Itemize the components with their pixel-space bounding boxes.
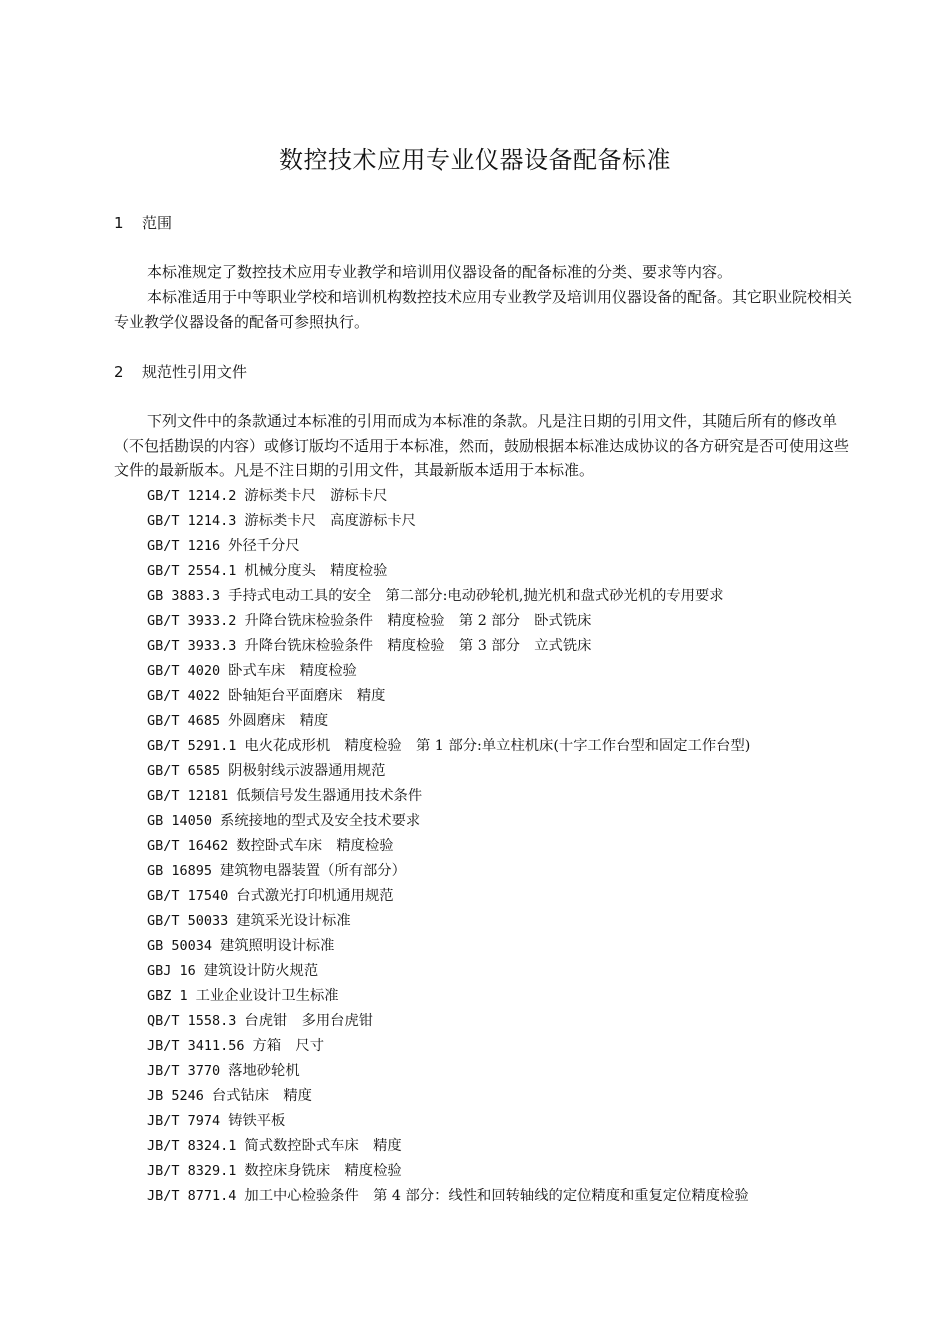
reference-item — [147, 859, 867, 884]
reference-code: GB/T 16462 — [147, 838, 229, 854]
reference-code: QB/T 1558.3 — [147, 1013, 237, 1029]
reference-title: 方箱 尺寸 — [252, 1038, 325, 1054]
reference-title: 阴极射线示波器通用规范 — [228, 763, 386, 779]
reference-item — [147, 884, 867, 909]
reference-item — [147, 1184, 867, 1209]
reference-item — [147, 1059, 867, 1084]
reference-code: GB/T 1214.2 — [147, 488, 237, 504]
reference-title: 游标类卡尺 游标卡尺 — [244, 488, 388, 504]
reference-title: 加工中心检验条件 第 4 部分：线性和回转轴线的定位精度和重复定位精度检验 — [244, 1188, 749, 1204]
reference-code: GB/T 6585 — [147, 763, 221, 779]
reference-title: 台虎钳 多用台虎钳 — [244, 1013, 374, 1029]
reference-item — [147, 634, 867, 659]
reference-title: 外径千分尺 — [228, 538, 300, 554]
reference-item — [147, 509, 867, 534]
reference-code: GB/T 4685 — [147, 713, 221, 729]
references-intro-paragraph: 下列文件中的条款通过本标准的引用而成为本标准的条款。凡是注日期的引用文件，其随后所有的修改单（不包括勘误的内容）或修订版均不适用于本标准，然而，鼓励根据本标准达成协议的各方研究是否可使用这些文件的最新版本。凡是不注日期的引用文件，其最新版本适用于本标准。 — [114, 412, 850, 479]
reference-item — [147, 909, 867, 934]
reference-item — [147, 984, 867, 1009]
reference-code: JB/T 7974 — [147, 1113, 221, 1129]
reference-list — [147, 484, 867, 1209]
reference-title: 升降台铣床检验条件 精度检验 第 3 部分 立式铣床 — [244, 638, 592, 654]
reference-code: JB/T 8329.1 — [147, 1163, 237, 1179]
reference-title: 简式数控卧式车床 精度 — [244, 1138, 402, 1154]
section-number: 1 — [114, 214, 124, 232]
reference-item — [147, 559, 867, 584]
reference-title: 数控卧式车床 精度检验 — [236, 838, 394, 854]
reference-code: GBJ 16 — [147, 963, 196, 979]
reference-code: GB/T 17540 — [147, 888, 229, 904]
reference-code: GB/T 4020 — [147, 663, 221, 679]
reference-item — [147, 584, 867, 609]
reference-title: 机械分度头 精度检验 — [244, 563, 388, 579]
reference-item — [147, 609, 867, 634]
reference-item — [147, 709, 867, 734]
reference-title: 升降台铣床检验条件 精度检验 第 2 部分 卧式铣床 — [244, 613, 592, 629]
reference-item — [147, 834, 867, 859]
reference-title: 建筑设计防火规范 — [203, 963, 319, 979]
reference-title: 铸铁平板 — [228, 1113, 286, 1129]
reference-code: GB/T 3933.2 — [147, 613, 237, 629]
reference-item — [147, 659, 867, 684]
reference-title: 卧轴矩台平面磨床 精度 — [228, 688, 386, 704]
reference-item — [147, 734, 867, 759]
reference-item — [147, 759, 867, 784]
reference-item — [147, 1034, 867, 1059]
reference-item — [147, 809, 867, 834]
reference-title: 建筑物电器装置（所有部分） — [220, 863, 406, 879]
reference-title: 手持式电动工具的安全 第二部分:电动砂轮机,抛光机和盘式砂光机的专用要求 — [228, 588, 724, 604]
reference-code: GB/T 3933.3 — [147, 638, 237, 654]
reference-item — [147, 1134, 867, 1159]
reference-item — [147, 784, 867, 809]
reference-item — [147, 1159, 867, 1184]
reference-title: 建筑采光设计标准 — [236, 913, 351, 929]
section-heading-scope — [114, 212, 172, 234]
reference-code: GB/T 1214.3 — [147, 513, 237, 529]
reference-code: JB/T 8324.1 — [147, 1138, 237, 1154]
scope-paragraph-2: 本标准适用于中等职业学校和培训机构数控技术应用专业教学及培训用仪器设备的配备。其它职业院校相关专业教学仪器设备的配备可参照执行。 — [114, 288, 853, 331]
reference-item — [147, 1084, 867, 1109]
section-title: 范围 — [142, 214, 173, 232]
reference-item — [147, 684, 867, 709]
reference-title: 低频信号发生器通用技术条件 — [236, 788, 423, 804]
reference-code: GB/T 2554.1 — [147, 563, 237, 579]
scope-paragraph-1: 本标准规定了数控技术应用专业教学和培训用仪器设备的配备标准的分类、要求等内容。 — [147, 263, 733, 281]
reference-title: 电火花成形机 精度检验 第 1 部分:单立柱机床(十字工作台型和固定工作台型) — [244, 738, 751, 754]
reference-code: GB/T 12181 — [147, 788, 229, 804]
section-number: 2 — [114, 363, 124, 381]
document-title: 数控技术应用专业仪器设备配备标准 — [279, 146, 671, 174]
section-heading-normative-references — [114, 361, 247, 383]
reference-item — [147, 1009, 867, 1034]
reference-item — [147, 959, 867, 984]
reference-code: GB 3883.3 — [147, 588, 221, 604]
reference-code: GB/T 50033 — [147, 913, 229, 929]
reference-title: 工业企业设计卫生标准 — [195, 988, 339, 1004]
reference-title: 卧式车床 精度检验 — [228, 663, 357, 679]
reference-title: 台式激光打印机通用规范 — [236, 888, 394, 904]
section-title: 规范性引用文件 — [142, 363, 248, 381]
reference-code: JB/T 8771.4 — [147, 1188, 237, 1204]
reference-title: 建筑照明设计标准 — [220, 938, 335, 954]
reference-code: GB 50034 — [147, 938, 213, 954]
reference-title: 落地砂轮机 — [228, 1063, 300, 1079]
reference-item — [147, 934, 867, 959]
reference-code: GB/T 4022 — [147, 688, 221, 704]
reference-code: GB/T 1216 — [147, 538, 221, 554]
reference-title: 系统接地的型式及安全技术要求 — [220, 813, 421, 829]
reference-title: 数控床身铣床 精度检验 — [244, 1163, 402, 1179]
reference-code: GB 16895 — [147, 863, 213, 879]
reference-code: GBZ 1 — [147, 988, 188, 1004]
reference-title: 外圆磨床 精度 — [228, 713, 329, 729]
reference-code: GB/T 5291.1 — [147, 738, 237, 754]
reference-code: JB 5246 — [147, 1088, 204, 1104]
reference-title: 游标类卡尺 高度游标卡尺 — [244, 513, 416, 529]
reference-code: JB/T 3770 — [147, 1063, 221, 1079]
reference-item — [147, 484, 867, 509]
reference-item — [147, 534, 867, 559]
reference-title: 台式钻床 精度 — [211, 1088, 312, 1104]
reference-code: JB/T 3411.56 — [147, 1038, 245, 1054]
reference-code: GB 14050 — [147, 813, 213, 829]
reference-item — [147, 1109, 867, 1134]
